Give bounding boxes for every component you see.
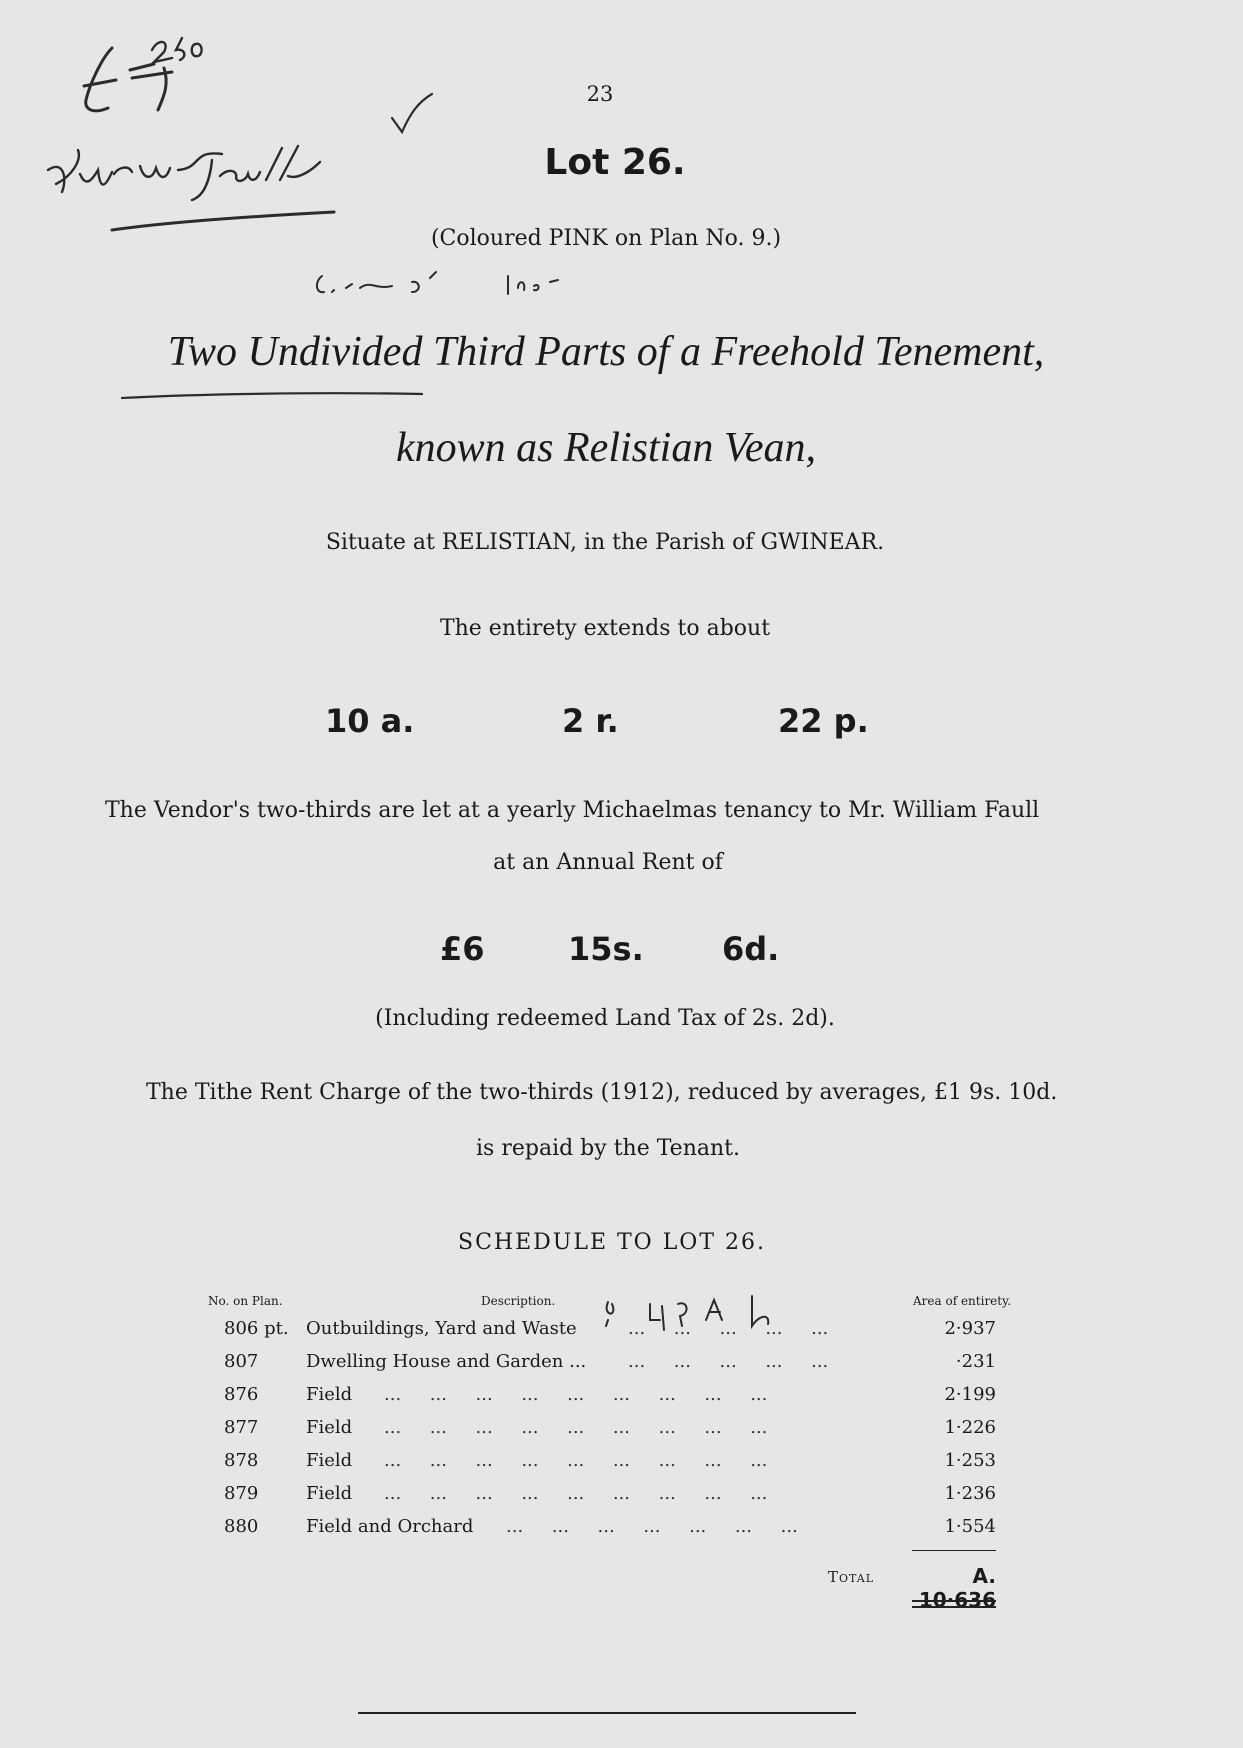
plan-number: 879 bbox=[224, 1483, 259, 1504]
plan-number: 880 bbox=[224, 1516, 259, 1537]
rent-shillings: 15s. bbox=[568, 930, 644, 968]
leader-dots: ... ... ... ... ... ... ... bbox=[506, 1516, 798, 1537]
area-perches: 22 p. bbox=[778, 702, 869, 740]
total-double-rule-top bbox=[912, 1600, 996, 1602]
total-rule bbox=[912, 1550, 996, 1551]
leader-dots: ... ... ... ... ... ... ... ... ... bbox=[384, 1417, 768, 1438]
tithe-line-2: is repaid by the Tenant. bbox=[476, 1136, 740, 1161]
total-label: Total bbox=[828, 1568, 875, 1586]
leader-dots: ... ... ... ... ... bbox=[628, 1318, 829, 1339]
entirety-intro: The entirety extends to about bbox=[439, 616, 771, 641]
land-tax-note: (Including redeemed Land Tax of 2s. 2d). bbox=[375, 1006, 835, 1031]
schedule-title: SCHEDULE TO LOT 26. bbox=[458, 1230, 766, 1255]
row-area: 1·236 bbox=[944, 1483, 996, 1504]
column-header-area: Area of entirety. bbox=[913, 1294, 1012, 1308]
heading-pen-underline bbox=[118, 390, 428, 404]
row-description: Field bbox=[306, 1417, 353, 1438]
leader-dots: ... ... ... ... ... ... ... ... ... bbox=[384, 1384, 768, 1405]
page-number: 23 bbox=[586, 82, 614, 106]
situate-line: Situate at RELISTIAN, in the Parish of GWINEAR. bbox=[325, 530, 885, 555]
total-double-rule-bottom bbox=[912, 1606, 996, 1608]
row-description: Field bbox=[306, 1483, 353, 1504]
tenancy-line-1: The Vendor's two-thirds are let at a yearly Michaelmas tenancy to Mr. William Faull bbox=[105, 798, 1040, 823]
row-area: 2·199 bbox=[944, 1384, 996, 1405]
row-area: 1·226 bbox=[944, 1417, 996, 1438]
plan-note: (Coloured PINK on Plan No. 9.) bbox=[430, 226, 782, 251]
handwritten-price-note bbox=[72, 28, 242, 128]
tenancy-line-2: at an Annual Rent of bbox=[493, 850, 723, 875]
heading-line-1: Two Undivided Third Parts of a Freehold Tenement, bbox=[167, 329, 1045, 375]
tithe-line-1: The Tithe Rent Charge of the two-thirds (1912), reduced by averages, £1 9s. 10d. bbox=[146, 1080, 1058, 1105]
plan-number: 806 pt. bbox=[224, 1318, 289, 1339]
leader-dots: ... ... ... ... ... ... ... ... ... bbox=[384, 1483, 768, 1504]
table-row bbox=[0, 1351, 1243, 1384]
leader-dots: ... ... ... ... ... ... ... ... ... bbox=[384, 1450, 768, 1471]
total-value: A. 10·636 bbox=[918, 1564, 996, 1612]
area-roods: 2 r. bbox=[562, 702, 619, 740]
plan-number: 877 bbox=[224, 1417, 259, 1438]
table-row bbox=[0, 1318, 1243, 1351]
row-area: 2·937 bbox=[944, 1318, 996, 1339]
column-header-description: Description. bbox=[481, 1294, 556, 1308]
leader-dots: ... ... ... ... ... bbox=[628, 1351, 829, 1372]
table-row bbox=[0, 1384, 1243, 1417]
rent-pence: 6d. bbox=[722, 930, 780, 968]
row-area: ·231 bbox=[955, 1351, 996, 1372]
rent-pounds: £6 bbox=[440, 930, 485, 968]
table-row bbox=[0, 1483, 1243, 1516]
table-row bbox=[0, 1516, 1243, 1549]
column-header-no: No. on Plan. bbox=[208, 1294, 283, 1308]
row-description: Field bbox=[306, 1450, 353, 1471]
table-row bbox=[0, 1450, 1243, 1483]
row-description: Dwelling House and Garden ... bbox=[306, 1351, 587, 1372]
footer-rule bbox=[358, 1712, 856, 1714]
heading-line-2: known as Relistian Vean, bbox=[396, 425, 816, 471]
row-description: Outbuildings, Yard and Waste bbox=[306, 1318, 577, 1339]
row-description: Field and Orchard bbox=[306, 1516, 474, 1537]
plan-number: 876 bbox=[224, 1384, 259, 1405]
row-area: 1·253 bbox=[944, 1450, 996, 1471]
plan-number: 807 bbox=[224, 1351, 259, 1372]
table-row bbox=[0, 1417, 1243, 1450]
row-area: 1·554 bbox=[944, 1516, 996, 1537]
row-description: Field bbox=[306, 1384, 353, 1405]
area-acres: 10 a. bbox=[325, 702, 415, 740]
lot-title: Lot 26. bbox=[544, 142, 686, 183]
handwritten-scribble bbox=[312, 268, 602, 304]
plan-number: 878 bbox=[224, 1450, 259, 1471]
